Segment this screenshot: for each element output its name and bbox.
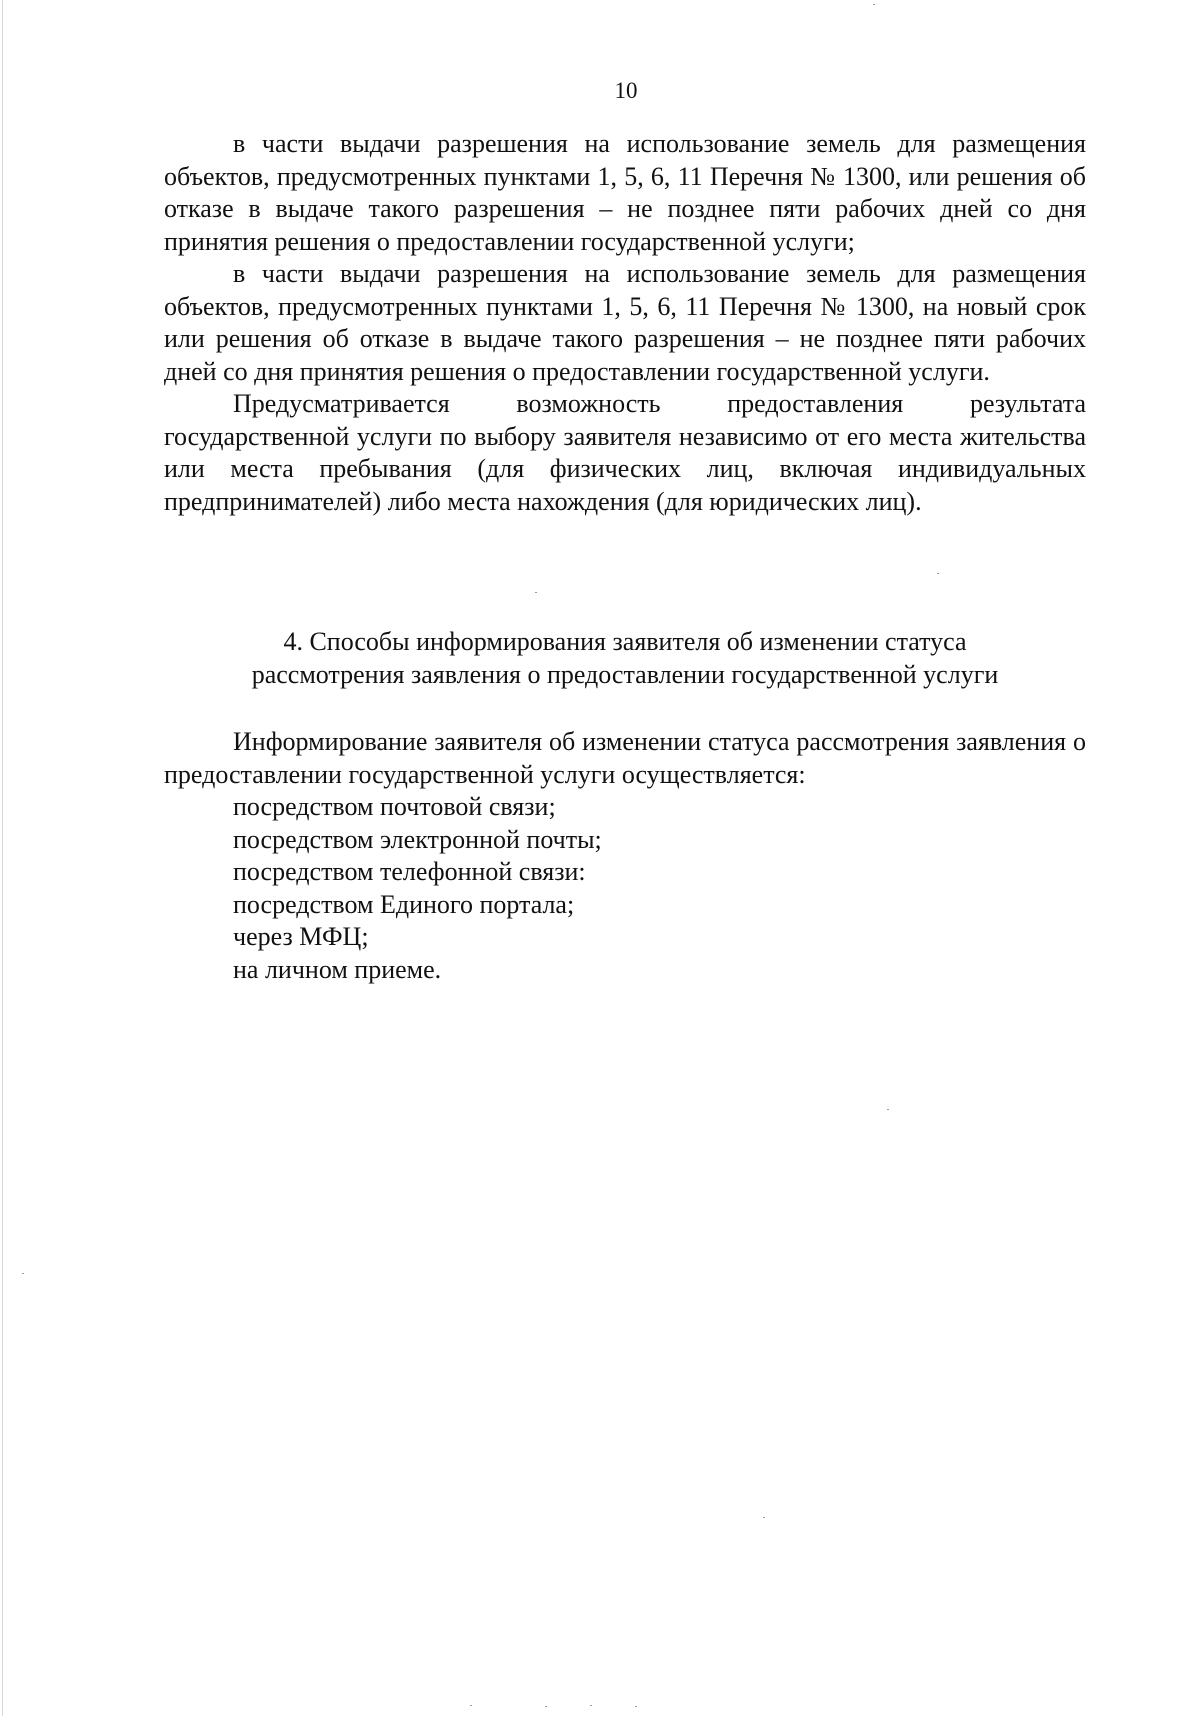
scan-left-edge <box>2 0 3 1716</box>
notification-methods-list <box>164 791 1086 986</box>
list-item: через МФЦ; <box>233 922 369 951</box>
paragraph-permit-new-term: в части выдачи разрешения на использование земель для размещения объектов, предусмотренных пунктами 1, 5, 6, 11 Перечня № 1300, на новый срок или решения об отказе в выдаче такого разрешения – не позднее пяти рабочих дней со дня принятия решения о предоставлении государственной услуги. <box>164 259 1086 386</box>
scan-speck <box>545 1706 547 1707</box>
page-number: 10 <box>614 78 638 103</box>
section-heading-line-1: 4. Способы информирования заявителя об изменении статуса <box>283 627 967 656</box>
section-heading-line-2: рассмотрения заявления о предоставлении государственной услуги <box>251 659 999 689</box>
list-item: посредством электронной почты; <box>233 824 602 854</box>
scan-speck <box>22 1273 24 1274</box>
paragraph-result-choice: Предусматривается возможность предоставления результата государственной услуги по выбору заявителя независимо от его места жительства или места пребывания (для физических лиц, включая индивидуальных предпринимателей) либо места нахождения (для юридических лиц). <box>164 389 1086 516</box>
list-item: посредством телефонной связи: <box>233 857 586 886</box>
list-item: на личном приеме. <box>233 954 442 984</box>
scan-speck <box>535 592 537 593</box>
notification-block <box>164 726 1086 986</box>
notification-intro: Информирование заявителя об изменении статуса рассмотрения заявления о предоставлении государственной услуги осуществляется: <box>164 727 1086 789</box>
list-item: посредством почтовой связи; <box>233 792 556 821</box>
scan-speck <box>937 573 939 574</box>
scan-speck <box>763 1517 765 1518</box>
list-item: посредством Единого портала; <box>233 889 575 919</box>
scan-speck <box>470 1705 472 1706</box>
section-heading <box>164 626 1086 691</box>
scan-speck <box>887 1109 889 1110</box>
scan-speck <box>590 1705 592 1706</box>
paragraph-permit-issue: в части выдачи разрешения на использование земель для размещения объектов, предусмотренных пунктами 1, 5, 6, 11 Перечня № 1300, или решения об отказе в выдаче такого разрешения – не позднее пяти рабочих дней со дня принятия решения о предоставлении государственной услуги; <box>164 129 1086 256</box>
scan-speck <box>873 4 875 5</box>
document-body <box>164 128 1086 518</box>
scan-speck <box>635 1706 637 1707</box>
